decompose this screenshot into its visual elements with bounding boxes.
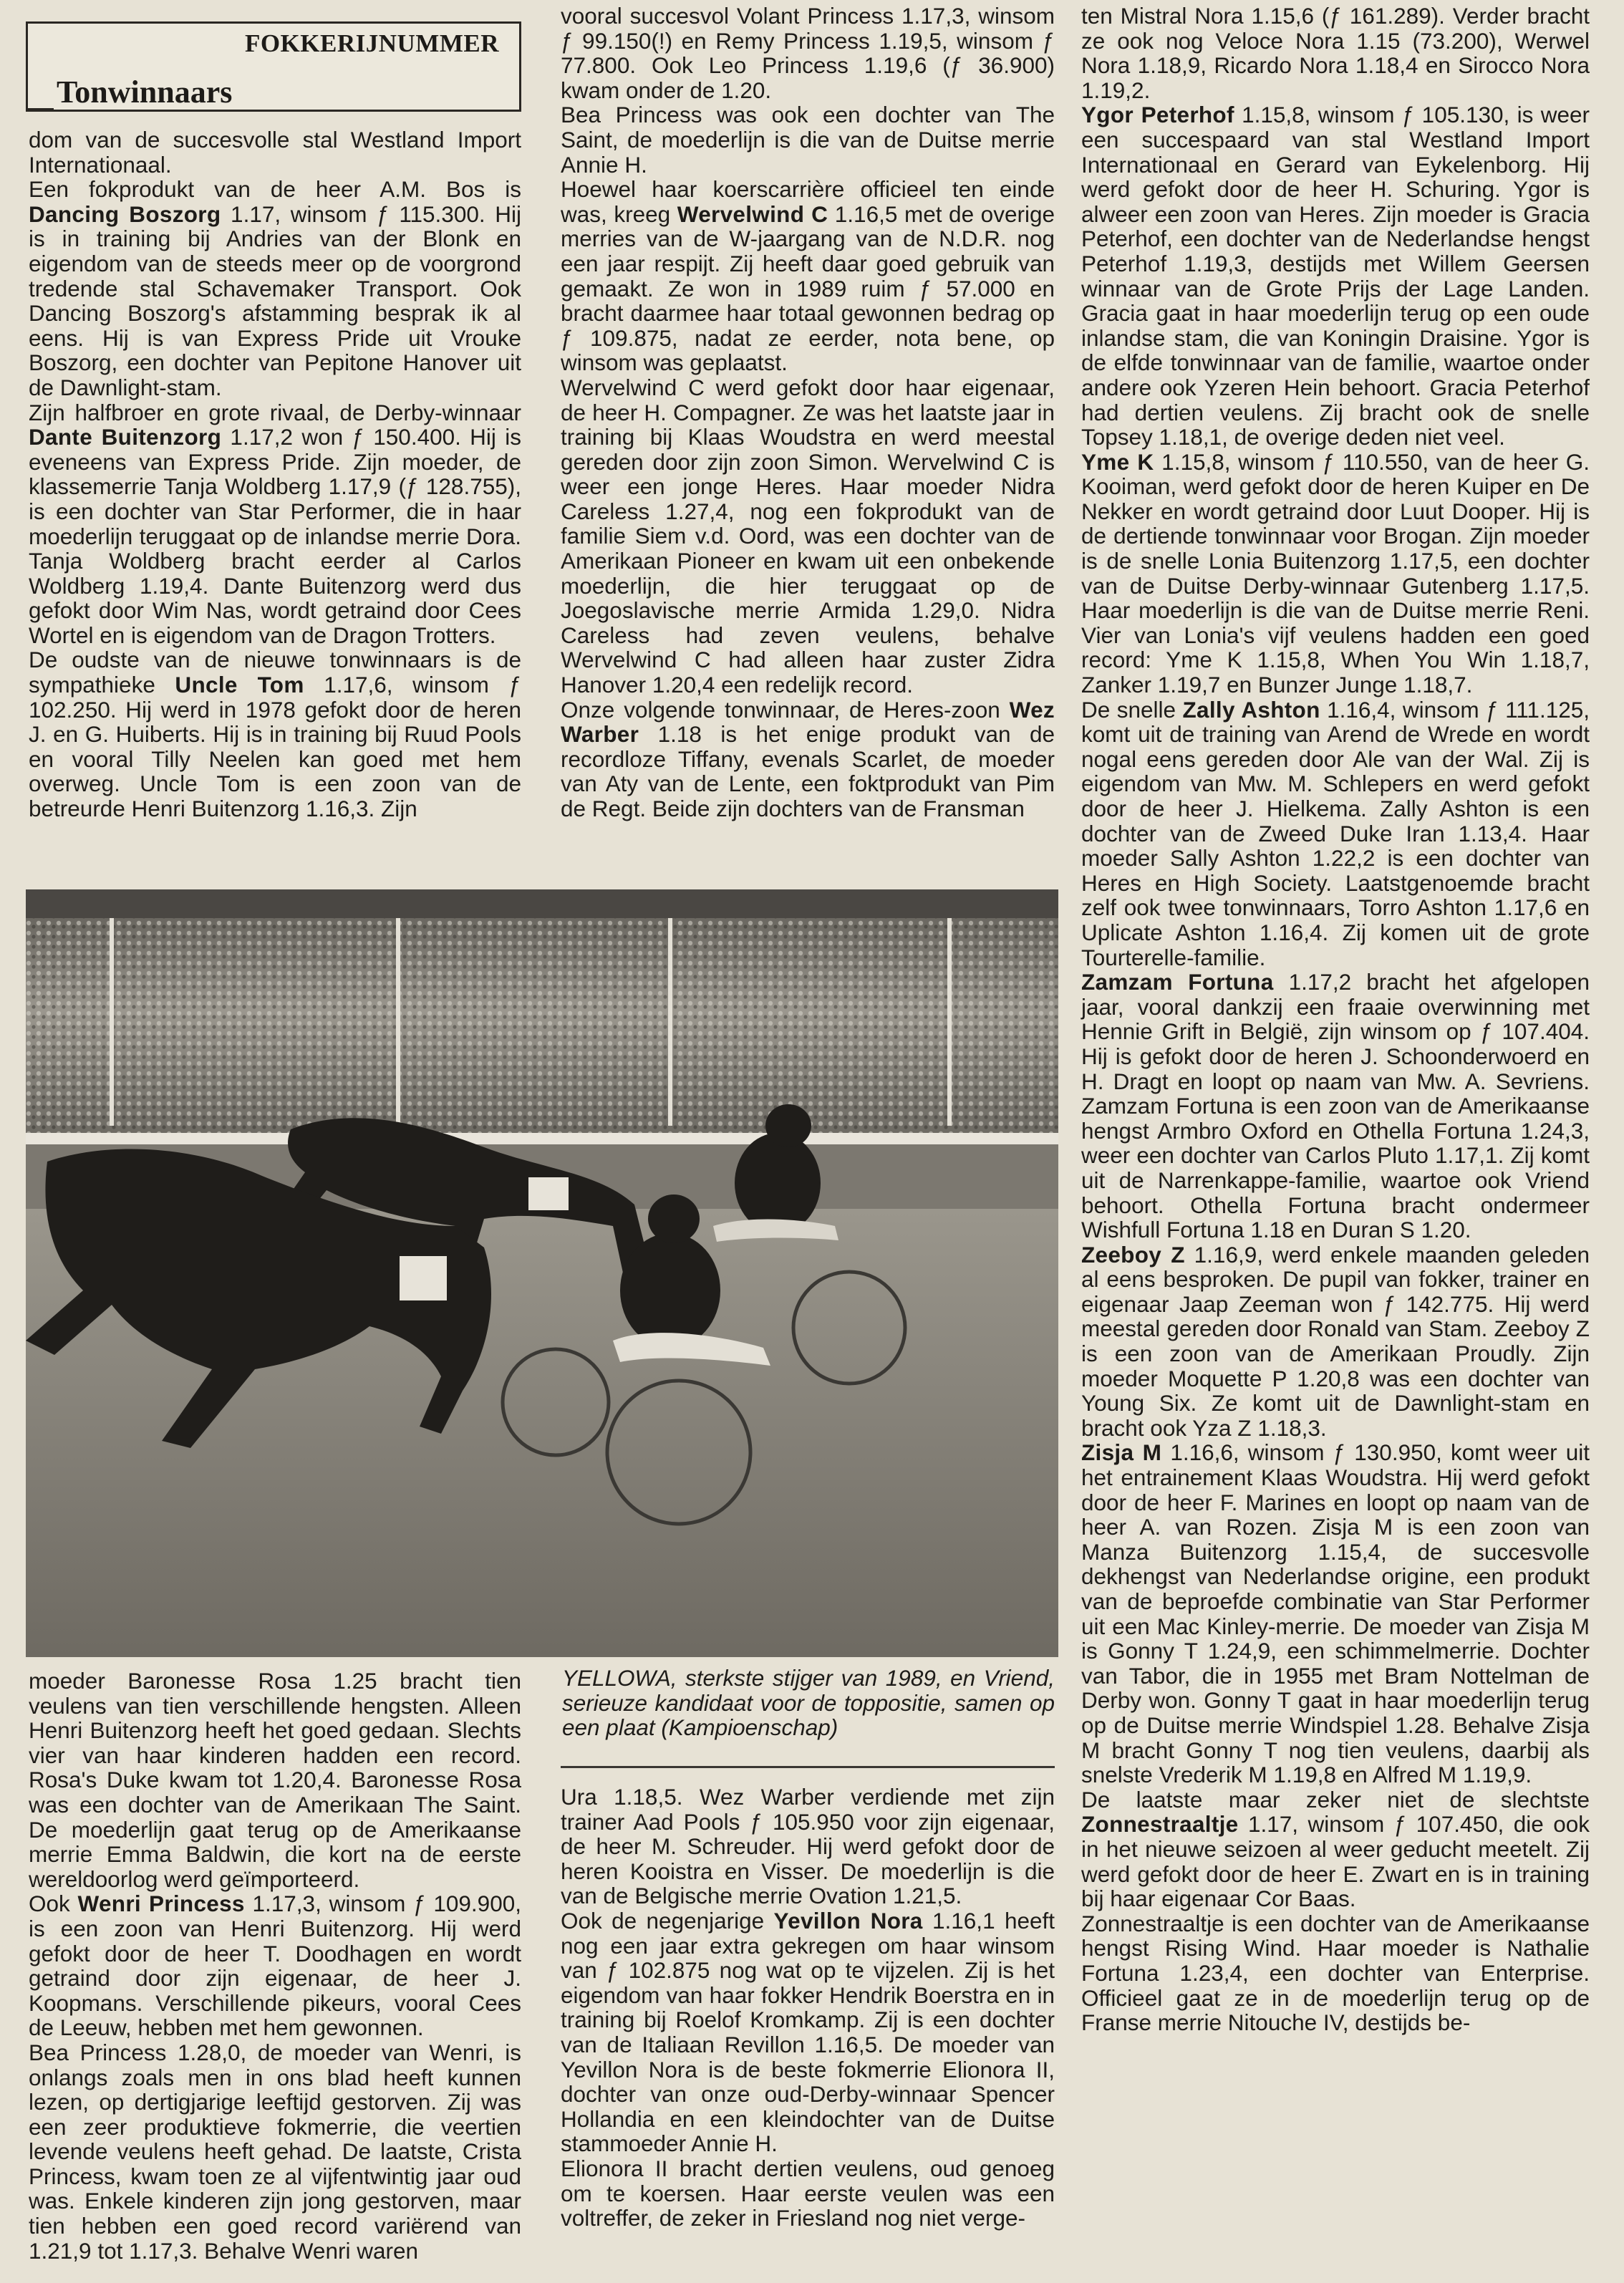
horse-name: Zonnestraaltje bbox=[1081, 1811, 1239, 1838]
article-paragraph: Bea Princess was ook een dochter van The Saint, de moederlijn is die van de Duitse merrie Annie H. bbox=[561, 102, 1055, 178]
header-kicker: FOKKERIJNUMMER bbox=[244, 29, 499, 57]
photo-caption: YELLOWA, sterkste stijger van 1989, en Vriend, serieuze kandidaat voor de toppositie, samen op een plaat (Kampioenschap) bbox=[562, 1665, 1055, 1741]
article-paragraph: De oudste van de nieuwe tonwinnaars is de sympathieke Uncle Tom 1.17,6, winsom ƒ 102.250. Hij werd in 1978 gefokt door de heren J. en G. Huiberts. Hij is in training bij Ruud Pools en vooral Tilly Neelen kan goed met hem overweg. Uncle Tom is een zoon van de betreurde Henri Buitenzorg 1.16,3. Zijn bbox=[29, 647, 521, 822]
harness-racing-photo-icon bbox=[26, 889, 1058, 1657]
article-paragraph: Hoewel haar koerscarrière officieel ten einde was, kreeg Wervelwind C 1.16,5 met de overige merries van de W-jaargang van de N.D.R. nog een jaar respijt. Zij heeft daar goed gebruik van gemaakt. Ze won in 1989 ruim ƒ 57.000 en bracht daarmee haar totaal gewonnen bedrag op ƒ 109.875, nadat ze eerder, nota bene, op winsom was geplaatst. bbox=[561, 176, 1055, 376]
horse-name: Dante Buitenzorg bbox=[29, 424, 222, 450]
article-paragraph: Bea Princess 1.28,0, de moeder van Wenri, is onlangs zoals men in ons blad heeft kunnen lezen, op dertigjarige leeftijd gestorven. Zij was een zeer produktieve fokmerrie, die veertien levende veulens heeft gehad. De laatste, Crista Princess, kwam toen ze al vijfentwintig jaar oud was. Enkele kinderen zijn jong gestorven, maar tien hebben een goed record variërend van 1.21,9 tot 1.17,3. Behalve Wenri waren bbox=[29, 2039, 521, 2264]
harness-racing-photo bbox=[26, 889, 1058, 1657]
horse-name: Zally Ashton bbox=[1182, 696, 1320, 723]
horse-name: Ygor Peterhof bbox=[1081, 102, 1234, 128]
section-header bbox=[26, 21, 521, 112]
caption-divider bbox=[561, 1766, 1055, 1768]
column-1-bottom bbox=[29, 1669, 521, 2263]
horse-name: Wez Warber bbox=[561, 696, 1055, 748]
article-paragraph: De snelle Zally Ashton 1.16,4, winsom ƒ 111.125, komt uit de training van Arend de Wrede en wordt nogal eens gereden door Ale van der Wal. Zij is eigendom van Mw. M. Schlepers en werd gefokt door de heer J. Hielkema. Zally Ashton is een dochter van de Zweed Duke Iran 1.13,4. Haar moeder Sally Ashton 1.22,2 is een dochter van Heres en High Society. Laatstgenoemde bracht zelf ook twee tonwinnaars, Torro Ashton 1.17,6 en Uplicate Ashton 1.16,4. Zij komen uit de grote Tourterelle-familie. bbox=[1081, 696, 1590, 970]
horse-name: Wenri Princess bbox=[77, 1891, 245, 1917]
header-title: Tonwinnaars bbox=[57, 74, 233, 110]
article-paragraph: Ook de negenjarige Yevillon Nora 1.16,1 heeft nog een jaar extra gekregen om haar winsom van ƒ 102.875 nog wat op te vijzelen. Zij is het eigendom van haar fokker Hendrik Boerstra en in training bij Roelof Kromkamp. Zij is een dochter van de Italiaan Revillon 1.16,5. De moeder van Yevillon Nora is de beste fokmerrie Elionora II, dochter van onze oud-Derby-winnaar Spencer Hollandia en een kleindochter van de Duitse stammoeder Annie H. bbox=[561, 1907, 1055, 2157]
header-corner-line bbox=[28, 108, 54, 110]
article-paragraph: Zisja M 1.16,6, winsom ƒ 130.950, komt weer uit het entrainement Klaas Woudstra. Hij werd gefokt door de heer F. Marines en loopt op naam van de heer A. van Rozen. Zisja M is een zoon van Manza Buitenzorg 1.15,4, de succesvolle dekhengst van Nederlandse origine, een produkt van de beproefde combinatie van Star Performer uit een Mac Kinley-merrie. De moeder van Zisja M is Gonny T 1.24,9, een schimmelmerrie. Dochter van Tabor, die in 1955 met Bram Nottelman de Derby won. Gonny T gaat in haar moederlijn terug op de Duitse merrie Windspiel 1.28. Behalve Zisja M bracht Gonny T nog tien veulens, daarbij als snelste Vrederik M 1.19,8 en Alfred M 1.19,9. bbox=[1081, 1439, 1590, 1788]
article-paragraph: moeder Baronesse Rosa 1.25 bracht tien veulens van tien verschillende hengsten. Alleen Henri Buitenzorg heeft het goed gedaan. Slechts vier van haar kinderen hadden een record. Rosa's Duke kwam tot 1.20,4. Baronesse Rosa was een dochter van de Amerikaan The Saint. De moederlijn gaat terug op de Amerikaanse merrie Emma Baldwin, die kort na de eerste wereldoorlog werd geïmporteerd. bbox=[29, 1668, 521, 1892]
article-paragraph: Zijn halfbroer en grote rivaal, de Derby-winnaar Dante Buitenzorg 1.17,2 won ƒ 150.400. Hij is eveneens van Express Pride. Zijn moeder, de klassemerrie Tanja Woldberg 1.17,9 (ƒ 128.755), is een dochter van Star Performer, die in haar moederlijn teruggaat op de inlandse merrie Dora. Tanja Woldberg bracht eerder al Carlos Woldberg 1.19,4. Dante Buitenzorg werd dus gefokt door Wim Nas, wordt getraind door Cees Wortel en is eigendom van de Dragon Trotters. bbox=[29, 399, 521, 648]
horse-name: Uncle Tom bbox=[175, 672, 304, 698]
article-paragraph: ten Mistral Nora 1.15,6 (ƒ 161.289). Verder bracht ze ook nog Veloce Nora 1.15 (73.200), Werwel Nora 1.18,9, Ricardo Nora 1.18,4 en Sirocco Nora 1.19,2. bbox=[1081, 3, 1590, 103]
article-paragraph: Zeeboy Z 1.16,9, werd enkele maanden geleden al eens besproken. De pupil van fokker, trainer en eigenaar Jaap Zeeman won ƒ 142.775. Hij werd meestal gereden door Ronald van Stam. Zeeboy Z is een zoon van de Amerikaan Proudly. Zijn moeder Moquette P 1.20,8 was een dochter van Young Six. Ze komt uit de Dawnlight-stam en bracht ook Yza Z 1.18,3. bbox=[1081, 1241, 1590, 1441]
article-paragraph: vooral succesvol Volant Princess 1.17,3, winsom ƒ 99.150(!) en Remy Princess 1.19,5, winsom ƒ 77.800. Ook Leo Princess 1.19,6 (ƒ 36.900) kwam onder de 1.20. bbox=[561, 3, 1055, 103]
article-paragraph: Zamzam Fortuna 1.17,2 bracht het afgelopen jaar, vooral dankzij een fraaie overwinning met Hennie Grift in België, zijn winsom op ƒ 107.404. Hij is gefokt door de heren J. Schoonderwoerd en H. Dragt en loopt op naam van Mw. A. Sevriens. Zamzam Fortuna is een zoon van de Amerikaanse hengst Armbro Oxford en Othella Fortuna 1.24,3, weer een dochter van Carlos Pluto 1.17,1. Zij komt uit de Narrenkappe-familie, waartoe ook Vriend behoort. Othella Fortuna bracht ondermeer Wishfull Fortuna 1.18 en Duran S 1.20. bbox=[1081, 969, 1590, 1243]
column-3 bbox=[1081, 4, 1590, 2035]
article-paragraph: Ura 1.18,5. Wez Warber verdiende met zijn trainer Aad Pools ƒ 105.950 voor zijn eigenaar, de heer M. Schreuder. Hij werd gefokt door de heren Kooistra en Visser. De moederlijn is die van de Belgische merrie Ovation 1.21,5. bbox=[561, 1784, 1055, 1909]
horse-name: Wervelwind C bbox=[677, 201, 828, 227]
horse-name: Dancing Boszorg bbox=[29, 201, 221, 227]
article-paragraph: dom van de succesvolle stal Westland Import Internationaal. bbox=[29, 127, 521, 178]
article-paragraph: Yme K 1.15,8, winsom ƒ 110.550, van de heer G. Kooiman, werd gefokt door de heren Kuiper en De Nekker en wordt getraind door Luut Dooper. Hij is de dertiende tonwinnaar voor Brogan. Zijn moeder is de snelle Lonia Buitenzorg 1.17,5, een dochter van de Duitse Derby-winnaar Gutenberg 1.17,5. Haar moederlijn is die van de Duitse merrie Reni. Vier van Lonia's vijf veulens hadden een goed record: Yme K 1.15,8, When You Win 1.18,7, Zanker 1.19,7 en Bunzer Junge 1.18,7. bbox=[1081, 448, 1590, 698]
column-2-bottom bbox=[561, 1785, 1055, 2231]
article-paragraph: Zonnestraaltje is een dochter van de Amerikaanse hengst Rising Wind. Haar moeder is Nathalie Fortuna 1.23,4, een dochter van Enterprise. Officieel gaat ze in de moederlijn terug op de Franse merrie Nitouche IV, destijds be- bbox=[1081, 1910, 1590, 2036]
horse-name: Zisja M bbox=[1081, 1439, 1162, 1466]
article-paragraph: Ook Wenri Princess 1.17,3, winsom ƒ 109.900, is een zoon van Henri Buitenzorg. Hij werd gefokt door de heer T. Doodhagen en wordt getraind door zijn eigenaar, de heer J. Koopmans. Verschillende pikeurs, vooral Cees de Leeuw, hebben met hem gewonnen. bbox=[29, 1891, 521, 2041]
column-2-top bbox=[561, 4, 1055, 821]
article-paragraph: Een fokprodukt van de heer A.M. Bos is Dancing Boszorg 1.17, winsom ƒ 115.300. Hij is in training bij Andries van der Blonk en eigendom van de steeds meer op de voorgrond tredende stal Schavemaker Transport. Ook Dancing Boszorg's afstamming besprak ik al eens. Hij is van Express Pride uit Vrouke Boszorg, een dochter van Pepitone Hanover uit de Dawnlight-stam. bbox=[29, 176, 521, 400]
horse-name: Zeeboy Z bbox=[1081, 1241, 1185, 1268]
article-paragraph: Onze volgende tonwinnaar, de Heres-zoon Wez Warber 1.18 is het enige produkt van de recordloze Tiffany, evenals Scarlet, de moeder van Aty van de Lente, een foktprodukt van Pim de Regt. Beide zijn dochters van de Fransman bbox=[561, 696, 1055, 821]
horse-name: Yevillon Nora bbox=[773, 1907, 923, 1934]
article-paragraph: Wervelwind C werd gefokt door haar eigenaar, de heer H. Compagner. Ze was het laatste jaar in training bij Klaas Woudstra en werd meestal gereden door zijn zoon Simon. Wervelwind C is weer een jonge Heres. Haar moeder Nidra Careless 1.27,4, nog een fokprodukt van de familie Siem v.d. Oord, was een dochter van de Amerikaan Pioneer en kwam uit een onbekende moederlijn, die hier teruggaat op de Joegoslavische merrie Armida 1.29,0. Nidra Careless had zeven veulens, behalve Wervelwind C had alleen haar zuster Zidra Hanover 1.20,4 een redelijk record. bbox=[561, 374, 1055, 698]
article-paragraph: De laatste maar zeker niet de slechtste Zonnestraaltje 1.17, winsom ƒ 107.450, die ook in het nieuwe seizoen al weer geducht meetelt. Zij werd gefokt door de heer E. Zwart en is in training bij haar eigenaar Cor Baas. bbox=[1081, 1786, 1590, 1912]
horse-name: Zamzam Fortuna bbox=[1081, 969, 1274, 995]
article-paragraph: Ygor Peterhof 1.15,8, winsom ƒ 105.130, is weer een succespaard van stal Westland Import Internationaal en Gerard van Eykelenborg. Hij werd gefokt door de heer H. Schuring. Ygor is alweer een zoon van Heres. Zijn moeder is Gracia Peterhof, een dochter van de Nederlandse hengst Peterhof 1.19,3, destijds met Willem Geersen winnaar van de Grote Prijs der Lage Landen. Gracia gaat in haar moederlijn terug op een oude inlandse stam, die van Koningin Draisine. Ygor is de elfde tonwinnaar van de familie, waartoe onder andere ook Yzeren Hein behoort. Gracia Peterhof had dertien veulens. Zij bracht ook de snelle Topsey 1.18,1, de overige deden niet veel. bbox=[1081, 102, 1590, 450]
article-paragraph: Elionora II bracht dertien veulens, oud genoeg om te koersen. Haar eerste veulen was een voltreffer, de zeker in Friesland nog niet verge- bbox=[561, 2155, 1055, 2231]
column-1-top bbox=[29, 127, 521, 821]
horse-name: Yme K bbox=[1081, 448, 1154, 475]
